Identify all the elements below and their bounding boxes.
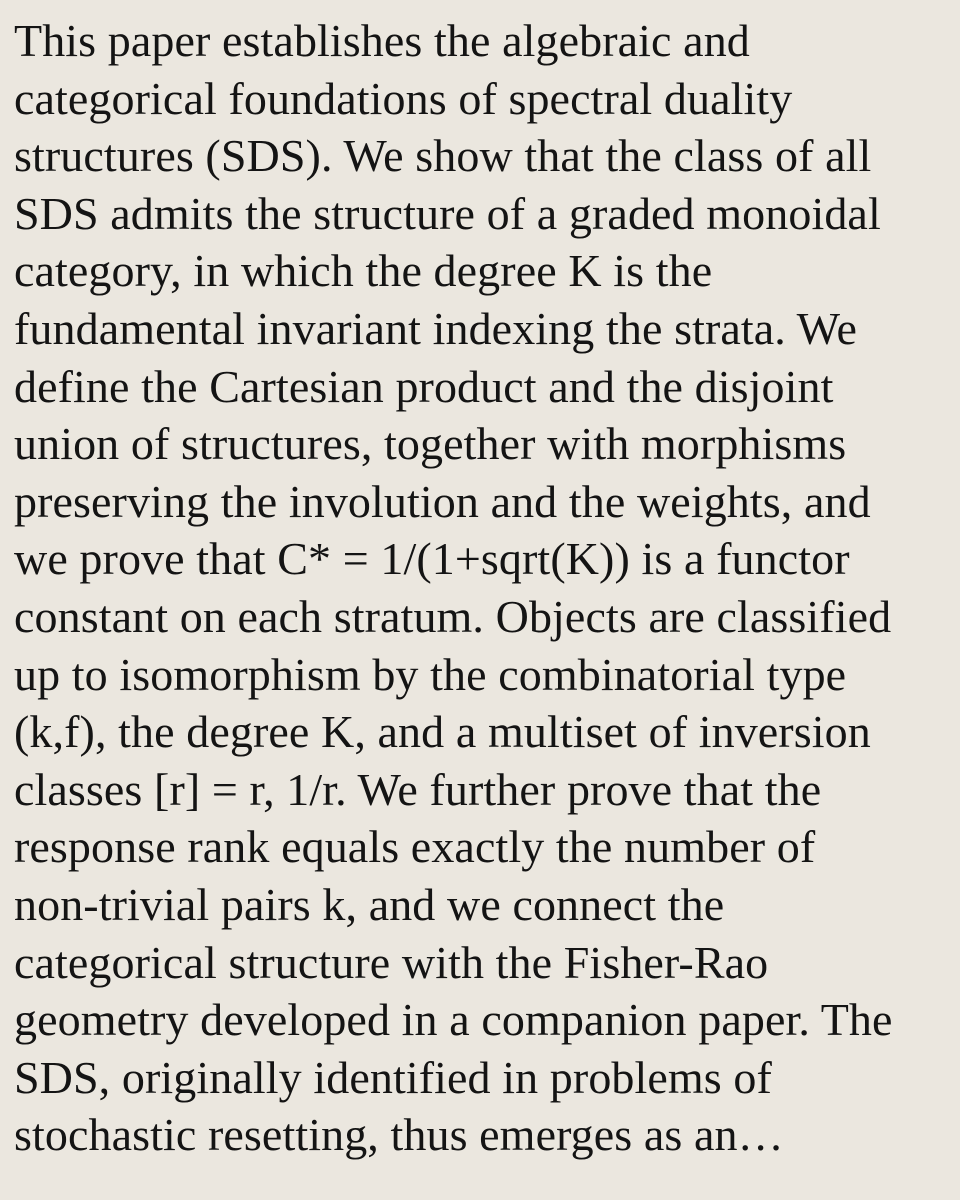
- abstract-line: we prove that C* = 1/(1+sqrt(K)) is a functor: [14, 533, 850, 585]
- abstract-line: SDS, originally identified in problems of: [14, 1051, 772, 1103]
- abstract-line: fundamental invariant indexing the strata. We: [14, 302, 858, 354]
- abstract-line: response rank equals exactly the number of: [14, 821, 816, 873]
- abstract-line: constant on each stratum. Objects are classified: [14, 590, 892, 642]
- abstract-line: geometry developed in a companion paper. The: [14, 994, 893, 1046]
- abstract-text: [14, 12, 954, 1164]
- abstract-line: structures (SDS). We show that the class of all: [14, 130, 872, 182]
- abstract-line: non-trivial pairs k, and we connect the: [14, 878, 725, 930]
- abstract-line: stochastic resetting, thus emerges as an…: [14, 1109, 784, 1161]
- abstract-line: preserving the involution and the weights, and: [14, 475, 871, 527]
- abstract-line: classes [r] = r, 1/r. We further prove that the: [14, 763, 822, 815]
- abstract-line: categorical structure with the Fisher-Rao: [14, 936, 769, 988]
- abstract-line: union of structures, together with morphisms: [14, 418, 847, 470]
- abstract-line: up to isomorphism by the combinatorial type: [14, 648, 847, 700]
- abstract-line: category, in which the degree K is the: [14, 245, 713, 297]
- abstract-line: SDS admits the structure of a graded monoidal: [14, 187, 881, 239]
- abstract-line: (k,f), the degree K, and a multiset of inversion: [14, 706, 871, 758]
- abstract-line: This paper establishes the algebraic and: [14, 15, 750, 66]
- abstract-line: categorical foundations of spectral duality: [14, 72, 793, 124]
- abstract-line: define the Cartesian product and the disjoint: [14, 360, 834, 412]
